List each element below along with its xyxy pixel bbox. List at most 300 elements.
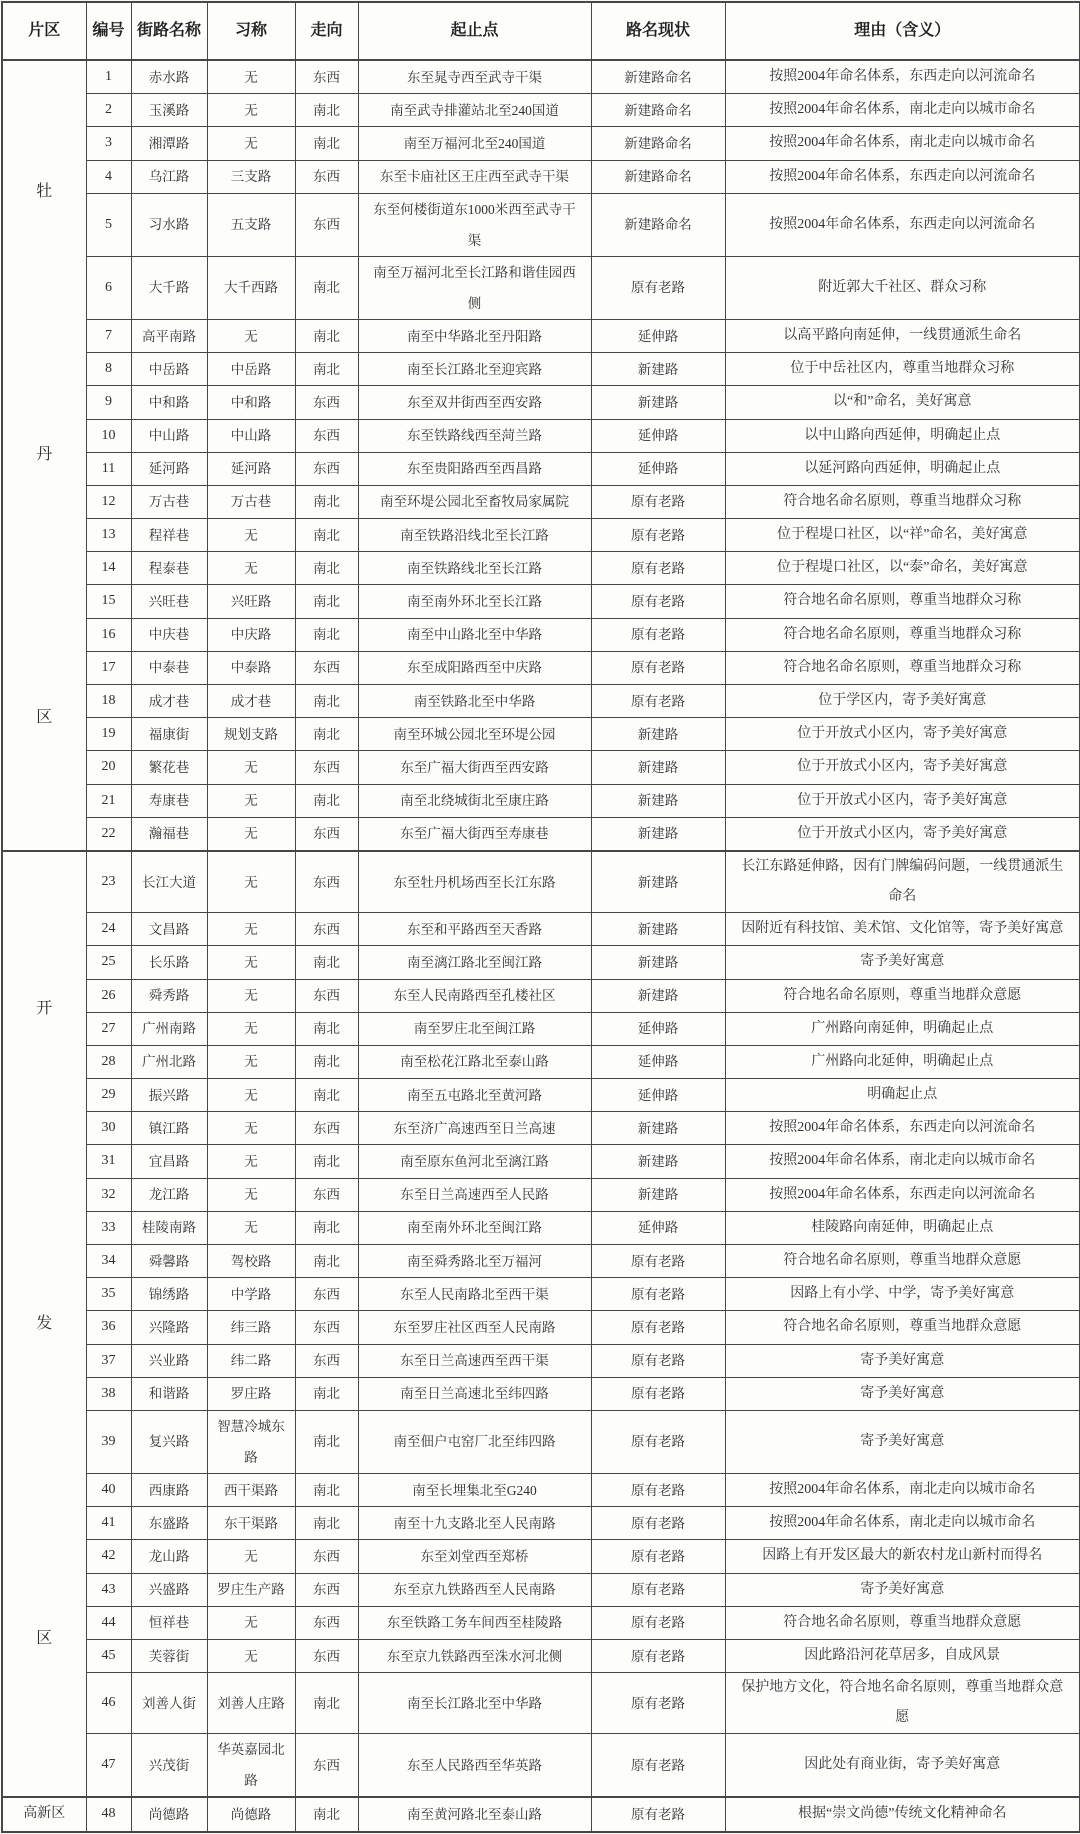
table-row bbox=[2, 127, 1080, 160]
cell-reason: 位于开放式小区内，寄予美好寓意 bbox=[725, 718, 1080, 751]
cell-status: 延伸路 bbox=[591, 1045, 725, 1078]
cell-status: 新建路命名 bbox=[591, 127, 725, 160]
cell-direction: 南北 bbox=[295, 1673, 358, 1734]
cell-status: 原有老路 bbox=[591, 256, 725, 319]
cell-extent: 东至日兰高速西至人民路 bbox=[358, 1178, 591, 1211]
cell-road-name: 习水路 bbox=[131, 193, 207, 256]
table-row bbox=[2, 1540, 1080, 1573]
cell-road-name: 兴盛路 bbox=[131, 1573, 207, 1606]
cell-status: 新建路 bbox=[591, 386, 725, 419]
cell-direction: 东西 bbox=[295, 817, 358, 851]
cell-reason: 以中山路向西延伸，明确起止点 bbox=[725, 419, 1080, 452]
cell-direction: 东西 bbox=[295, 1639, 358, 1672]
cell-reason: 桂陵路向南延伸，明确起止点 bbox=[725, 1211, 1080, 1244]
cell-status: 新建路 bbox=[591, 1145, 725, 1178]
table-row bbox=[2, 386, 1080, 419]
cell-alias: 无 bbox=[207, 1145, 295, 1178]
cell-road-name: 兴隆路 bbox=[131, 1311, 207, 1344]
cell-extent: 东至成阳路西至中庆路 bbox=[358, 651, 591, 684]
table-row bbox=[2, 256, 1080, 319]
cell-road-name: 和谐路 bbox=[131, 1377, 207, 1410]
cell-extent: 南至日兰高速北至纬四路 bbox=[358, 1377, 591, 1410]
cell-alias: 中和路 bbox=[207, 386, 295, 419]
cell-status: 原有老路 bbox=[591, 1474, 725, 1507]
cell-extent: 南至北绕城街北至康庄路 bbox=[358, 784, 591, 817]
cell-status: 原有老路 bbox=[591, 1639, 725, 1672]
cell-status: 延伸路 bbox=[591, 1211, 725, 1244]
cell-alias: 中泰路 bbox=[207, 651, 295, 684]
cell-status: 原有老路 bbox=[591, 651, 725, 684]
cell-serial: 36 bbox=[86, 1311, 131, 1344]
cell-direction: 东西 bbox=[295, 851, 358, 913]
cell-alias: 无 bbox=[207, 552, 295, 585]
table-row bbox=[2, 452, 1080, 485]
cell-serial: 14 bbox=[86, 552, 131, 585]
district-label bbox=[3, 61, 86, 850]
cell-reason: 位于程堤口社区，以“泰”命名，美好寓意 bbox=[725, 552, 1080, 585]
cell-reason: 按照2004年命名体系，南北走向以城市命名 bbox=[725, 1145, 1080, 1178]
cell-serial: 46 bbox=[86, 1673, 131, 1734]
cell-reason: 按照2004年命名体系，南北走向以城市命名 bbox=[725, 1507, 1080, 1540]
cell-direction: 南北 bbox=[295, 1145, 358, 1178]
cell-direction: 东西 bbox=[295, 1734, 358, 1798]
cell-reason: 符合地名命名原则，尊重当地群众习称 bbox=[725, 585, 1080, 618]
cell-road-name: 龙山路 bbox=[131, 1540, 207, 1573]
table-row bbox=[2, 1344, 1080, 1377]
cell-reason: 位于开放式小区内，寄予美好寓意 bbox=[725, 751, 1080, 784]
cell-reason: 寄予美好寓意 bbox=[725, 1344, 1080, 1377]
cell-reason: 位于程堤口社区，以“祥”命名，美好寓意 bbox=[725, 519, 1080, 552]
cell-alias: 无 bbox=[207, 1540, 295, 1573]
table-row bbox=[2, 1474, 1080, 1507]
cell-serial: 3 bbox=[86, 127, 131, 160]
cell-alias: 刘善人庄路 bbox=[207, 1673, 295, 1734]
table-row bbox=[2, 1178, 1080, 1211]
cell-extent: 南至长埋集北至G240 bbox=[358, 1474, 591, 1507]
cell-status: 新建路命名 bbox=[591, 60, 725, 94]
cell-extent: 东至刘堂西至郑桥 bbox=[358, 1540, 591, 1573]
column-header-direction: 走向 bbox=[295, 2, 358, 60]
cell-status: 延伸路 bbox=[591, 452, 725, 485]
district-label-char: 区 bbox=[36, 1629, 53, 1647]
cell-road-name: 尚德路 bbox=[131, 1797, 207, 1831]
cell-extent: 东至双井街西至西安路 bbox=[358, 386, 591, 419]
cell-extent: 南至武寺排灌站北至240国道 bbox=[358, 94, 591, 127]
cell-direction: 东西 bbox=[295, 1540, 358, 1573]
table-row bbox=[2, 1673, 1080, 1734]
cell-road-name: 刘善人街 bbox=[131, 1673, 207, 1734]
cell-road-name: 高平南路 bbox=[131, 319, 207, 352]
cell-serial: 5 bbox=[86, 193, 131, 256]
cell-direction: 东西 bbox=[295, 419, 358, 452]
cell-reason: 附近郭大千社区、群众习称 bbox=[725, 256, 1080, 319]
cell-reason: 寄予美好寓意 bbox=[725, 1410, 1080, 1473]
table-body bbox=[2, 60, 1080, 1832]
cell-alias: 规划支路 bbox=[207, 718, 295, 751]
cell-road-name: 寿康巷 bbox=[131, 784, 207, 817]
cell-reason: 符合地名命名原则，尊重当地群众习称 bbox=[725, 618, 1080, 651]
table-row bbox=[2, 946, 1080, 979]
cell-status: 原有老路 bbox=[591, 519, 725, 552]
cell-extent: 南至佃户屯窑厂北至纬四路 bbox=[358, 1410, 591, 1473]
cell-serial: 12 bbox=[86, 485, 131, 518]
cell-alias: 成才巷 bbox=[207, 685, 295, 718]
cell-extent: 南至铁路线北至长江路 bbox=[358, 552, 591, 585]
cell-alias: 万古巷 bbox=[207, 485, 295, 518]
cell-direction: 南北 bbox=[295, 618, 358, 651]
cell-status: 原有老路 bbox=[591, 1410, 725, 1473]
cell-alias: 中庆路 bbox=[207, 618, 295, 651]
table-row bbox=[2, 1573, 1080, 1606]
cell-road-name: 万古巷 bbox=[131, 485, 207, 518]
cell-serial: 1 bbox=[86, 60, 131, 94]
cell-direction: 东西 bbox=[295, 913, 358, 946]
cell-serial: 43 bbox=[86, 1573, 131, 1606]
table-row bbox=[2, 485, 1080, 518]
cell-alias: 无 bbox=[207, 60, 295, 94]
cell-status: 新建路 bbox=[591, 353, 725, 386]
cell-alias: 尚德路 bbox=[207, 1797, 295, 1831]
cell-status: 原有老路 bbox=[591, 552, 725, 585]
cell-serial: 30 bbox=[86, 1112, 131, 1145]
cell-alias: 西干渠路 bbox=[207, 1474, 295, 1507]
cell-road-name: 锦绣路 bbox=[131, 1278, 207, 1311]
table-row bbox=[2, 193, 1080, 256]
cell-status: 原有老路 bbox=[591, 1311, 725, 1344]
cell-reason: 以延河路向西延伸，明确起止点 bbox=[725, 452, 1080, 485]
cell-serial: 4 bbox=[86, 160, 131, 193]
cell-alias: 三支路 bbox=[207, 160, 295, 193]
cell-extent: 南至长江路北至迎宾路 bbox=[358, 353, 591, 386]
cell-extent: 东至何楼街道东1000米西至武寺干渠 bbox=[358, 193, 591, 256]
cell-status: 新建路 bbox=[591, 1178, 725, 1211]
cell-extent: 南至十九支路北至人民南路 bbox=[358, 1507, 591, 1540]
cell-serial: 37 bbox=[86, 1344, 131, 1377]
cell-serial: 23 bbox=[86, 851, 131, 913]
cell-direction: 南北 bbox=[295, 552, 358, 585]
cell-direction: 东西 bbox=[295, 193, 358, 256]
cell-serial: 39 bbox=[86, 1410, 131, 1473]
cell-road-name: 福康街 bbox=[131, 718, 207, 751]
cell-status: 新建路 bbox=[591, 784, 725, 817]
cell-reason: 按照2004年命名体系，东西走向以河流命名 bbox=[725, 160, 1080, 193]
cell-direction: 东西 bbox=[295, 1573, 358, 1606]
cell-reason: 位于开放式小区内，寄予美好寓意 bbox=[725, 817, 1080, 851]
table-row bbox=[2, 1045, 1080, 1078]
cell-extent: 东至牡丹机场西至长江东路 bbox=[358, 851, 591, 913]
cell-road-name: 中和路 bbox=[131, 386, 207, 419]
table-row bbox=[2, 1278, 1080, 1311]
cell-reason: 寄予美好寓意 bbox=[725, 1377, 1080, 1410]
cell-extent: 东至罗庄社区西至人民南路 bbox=[358, 1311, 591, 1344]
district-label-char: 开 bbox=[36, 999, 53, 1017]
cell-status: 新建路 bbox=[591, 817, 725, 851]
cell-extent: 东至济广高速西至日兰高速 bbox=[358, 1112, 591, 1145]
cell-serial: 13 bbox=[86, 519, 131, 552]
table-row bbox=[2, 1079, 1080, 1112]
cell-extent: 东至京九铁路西至洙水河北侧 bbox=[358, 1639, 591, 1672]
cell-road-name: 镇江路 bbox=[131, 1112, 207, 1145]
table-row bbox=[2, 60, 1080, 94]
cell-serial: 6 bbox=[86, 256, 131, 319]
cell-serial: 11 bbox=[86, 452, 131, 485]
cell-alias: 无 bbox=[207, 913, 295, 946]
cell-serial: 15 bbox=[86, 585, 131, 618]
table-row bbox=[2, 585, 1080, 618]
cell-serial: 48 bbox=[86, 1797, 131, 1831]
cell-direction: 东西 bbox=[295, 651, 358, 684]
cell-alias: 延河路 bbox=[207, 452, 295, 485]
cell-direction: 东西 bbox=[295, 1311, 358, 1344]
cell-extent: 南至原东鱼河北至漓江路 bbox=[358, 1145, 591, 1178]
table-row bbox=[2, 1797, 1080, 1831]
cell-direction: 东西 bbox=[295, 386, 358, 419]
cell-direction: 南北 bbox=[295, 1410, 358, 1473]
cell-serial: 28 bbox=[86, 1045, 131, 1078]
cell-alias: 无 bbox=[207, 1606, 295, 1639]
cell-alias: 中岳路 bbox=[207, 353, 295, 386]
cell-road-name: 舜馨路 bbox=[131, 1245, 207, 1278]
cell-reason: 符合地名命名原则，尊重当地群众意愿 bbox=[725, 1311, 1080, 1344]
cell-direction: 东西 bbox=[295, 1344, 358, 1377]
cell-serial: 47 bbox=[86, 1734, 131, 1798]
cell-status: 新建路命名 bbox=[591, 193, 725, 256]
cell-reason: 因路上有开发区最大的新农村龙山新村而得名 bbox=[725, 1540, 1080, 1573]
cell-road-name: 中岳路 bbox=[131, 353, 207, 386]
table-row bbox=[2, 1377, 1080, 1410]
cell-road-name: 兴业路 bbox=[131, 1344, 207, 1377]
cell-road-name: 恒祥巷 bbox=[131, 1606, 207, 1639]
cell-direction: 南北 bbox=[295, 1045, 358, 1078]
cell-reason: 按照2004年命名体系，东西走向以河流命名 bbox=[725, 1112, 1080, 1145]
cell-road-name: 中庆巷 bbox=[131, 618, 207, 651]
cell-reason: 按照2004年命名体系，南北走向以城市命名 bbox=[725, 94, 1080, 127]
cell-alias: 东干渠路 bbox=[207, 1507, 295, 1540]
district-cell bbox=[2, 60, 86, 851]
cell-status: 原有老路 bbox=[591, 1377, 725, 1410]
table-row bbox=[2, 1507, 1080, 1540]
cell-reason: 按照2004年命名体系，南北走向以城市命名 bbox=[725, 1474, 1080, 1507]
cell-reason: 符合地名命名原则，尊重当地群众意愿 bbox=[725, 979, 1080, 1012]
cell-extent: 南至铁路北至中华路 bbox=[358, 685, 591, 718]
cell-alias: 罗庄路 bbox=[207, 1377, 295, 1410]
cell-road-name: 湘潭路 bbox=[131, 127, 207, 160]
cell-status: 新建路 bbox=[591, 1112, 725, 1145]
district-cell bbox=[2, 851, 86, 1798]
cell-alias: 无 bbox=[207, 127, 295, 160]
table-row bbox=[2, 1012, 1080, 1045]
cell-extent: 南至环堤公园北至畜牧局家属院 bbox=[358, 485, 591, 518]
cell-alias: 大千西路 bbox=[207, 256, 295, 319]
cell-extent: 东至京九铁路西至人民南路 bbox=[358, 1573, 591, 1606]
cell-reason: 按照2004年命名体系，南北走向以城市命名 bbox=[725, 127, 1080, 160]
cell-alias: 无 bbox=[207, 946, 295, 979]
column-header-alias: 习称 bbox=[207, 2, 295, 60]
cell-extent: 东至铁路工务车间西至桂陵路 bbox=[358, 1606, 591, 1639]
cell-serial: 18 bbox=[86, 685, 131, 718]
cell-road-name: 长江大道 bbox=[131, 851, 207, 913]
table-row bbox=[2, 319, 1080, 352]
cell-alias: 无 bbox=[207, 1211, 295, 1244]
cell-direction: 南北 bbox=[295, 1507, 358, 1540]
cell-alias: 无 bbox=[207, 817, 295, 851]
cell-reason: 明确起止点 bbox=[725, 1079, 1080, 1112]
cell-alias: 无 bbox=[207, 751, 295, 784]
cell-status: 延伸路 bbox=[591, 319, 725, 352]
cell-extent: 南至罗庄北至闽江路 bbox=[358, 1012, 591, 1045]
cell-status: 延伸路 bbox=[591, 1079, 725, 1112]
cell-direction: 东西 bbox=[295, 1178, 358, 1211]
cell-serial: 21 bbox=[86, 784, 131, 817]
cell-serial: 29 bbox=[86, 1079, 131, 1112]
cell-extent: 东至广福大街西至寿康巷 bbox=[358, 817, 591, 851]
cell-extent: 东至铁路线西至菏兰路 bbox=[358, 419, 591, 452]
cell-serial: 19 bbox=[86, 718, 131, 751]
cell-serial: 22 bbox=[86, 817, 131, 851]
cell-road-name: 芙蓉街 bbox=[131, 1639, 207, 1672]
cell-alias: 无 bbox=[207, 1079, 295, 1112]
cell-alias: 兴旺路 bbox=[207, 585, 295, 618]
cell-alias: 无 bbox=[207, 784, 295, 817]
cell-status: 新建路 bbox=[591, 979, 725, 1012]
cell-road-name: 广州北路 bbox=[131, 1045, 207, 1078]
cell-serial: 26 bbox=[86, 979, 131, 1012]
cell-extent: 东至贵阳路西至西昌路 bbox=[358, 452, 591, 485]
table-row bbox=[2, 817, 1080, 851]
cell-extent: 东至人民路西至华英路 bbox=[358, 1734, 591, 1798]
cell-road-name: 程泰巷 bbox=[131, 552, 207, 585]
cell-alias: 纬二路 bbox=[207, 1344, 295, 1377]
cell-reason: 符合地名命名原则，尊重当地群众意愿 bbox=[725, 1606, 1080, 1639]
cell-extent: 南至环城公园北至环堤公园 bbox=[358, 718, 591, 751]
cell-status: 原有老路 bbox=[591, 1507, 725, 1540]
cell-alias: 无 bbox=[207, 1639, 295, 1672]
cell-road-name: 中山路 bbox=[131, 419, 207, 452]
column-header-reason: 理由（含义） bbox=[725, 2, 1080, 60]
cell-alias: 无 bbox=[207, 979, 295, 1012]
cell-serial: 7 bbox=[86, 319, 131, 352]
cell-serial: 8 bbox=[86, 353, 131, 386]
cell-extent: 南至万福河北至长江路和谐佳园西侧 bbox=[358, 256, 591, 319]
cell-road-name: 舜秀路 bbox=[131, 979, 207, 1012]
cell-direction: 南北 bbox=[295, 585, 358, 618]
cell-status: 延伸路 bbox=[591, 419, 725, 452]
cell-road-name: 玉溪路 bbox=[131, 94, 207, 127]
table-row bbox=[2, 618, 1080, 651]
table-row bbox=[2, 1245, 1080, 1278]
cell-alias: 罗庄生产路 bbox=[207, 1573, 295, 1606]
cell-serial: 16 bbox=[86, 618, 131, 651]
district-label bbox=[3, 852, 86, 1797]
cell-road-name: 兴茂街 bbox=[131, 1734, 207, 1798]
cell-direction: 南北 bbox=[295, 1211, 358, 1244]
cell-extent: 东至人民南路北至西干渠 bbox=[358, 1278, 591, 1311]
table-row bbox=[2, 1639, 1080, 1672]
cell-status: 原有老路 bbox=[591, 585, 725, 618]
cell-alias: 智慧冷城东路 bbox=[207, 1410, 295, 1473]
cell-serial: 42 bbox=[86, 1540, 131, 1573]
cell-reason: 符合地名命名原则，尊重当地群众习称 bbox=[725, 485, 1080, 518]
cell-extent: 南至万福河北至240国道 bbox=[358, 127, 591, 160]
cell-direction: 南北 bbox=[295, 1797, 358, 1831]
column-header-extent: 起止点 bbox=[358, 2, 591, 60]
cell-road-name: 赤水路 bbox=[131, 60, 207, 94]
cell-status: 新建路 bbox=[591, 851, 725, 913]
cell-extent: 南至黄河路北至泰山路 bbox=[358, 1797, 591, 1831]
table-row bbox=[2, 1410, 1080, 1473]
cell-reason: 位于开放式小区内，寄予美好寓意 bbox=[725, 784, 1080, 817]
cell-status: 原有老路 bbox=[591, 618, 725, 651]
cell-extent: 南至松花江路北至泰山路 bbox=[358, 1045, 591, 1078]
cell-direction: 南北 bbox=[295, 1079, 358, 1112]
column-header-serial: 编号 bbox=[86, 2, 131, 60]
cell-extent: 南至南外环北至长江路 bbox=[358, 585, 591, 618]
cell-status: 原有老路 bbox=[591, 1344, 725, 1377]
cell-status: 原有老路 bbox=[591, 1734, 725, 1798]
cell-road-name: 东盛路 bbox=[131, 1507, 207, 1540]
cell-serial: 41 bbox=[86, 1507, 131, 1540]
cell-serial: 10 bbox=[86, 419, 131, 452]
cell-extent: 南至铁路沿线北至长江路 bbox=[358, 519, 591, 552]
cell-reason: 根据“崇文尚德”传统文化精神命名 bbox=[725, 1797, 1080, 1831]
table-row bbox=[2, 1734, 1080, 1798]
cell-serial: 24 bbox=[86, 913, 131, 946]
cell-status: 延伸路 bbox=[591, 1012, 725, 1045]
cell-extent: 东至卡庙社区王庄西至武寺干渠 bbox=[358, 160, 591, 193]
cell-direction: 南北 bbox=[295, 685, 358, 718]
cell-status: 原有老路 bbox=[591, 1573, 725, 1606]
cell-direction: 南北 bbox=[295, 353, 358, 386]
cell-direction: 东西 bbox=[295, 751, 358, 784]
cell-road-name: 振兴路 bbox=[131, 1079, 207, 1112]
cell-reason: 位于学区内，寄予美好寓意 bbox=[725, 685, 1080, 718]
table-row bbox=[2, 751, 1080, 784]
cell-serial: 34 bbox=[86, 1245, 131, 1278]
cell-road-name: 桂陵南路 bbox=[131, 1211, 207, 1244]
cell-alias: 驾校路 bbox=[207, 1245, 295, 1278]
cell-road-name: 龙江路 bbox=[131, 1178, 207, 1211]
cell-alias: 五支路 bbox=[207, 193, 295, 256]
cell-serial: 40 bbox=[86, 1474, 131, 1507]
cell-serial: 35 bbox=[86, 1278, 131, 1311]
cell-reason: 广州路向北延伸，明确起止点 bbox=[725, 1045, 1080, 1078]
cell-reason: 位于中岳社区内，尊重当地群众习称 bbox=[725, 353, 1080, 386]
road-naming-table bbox=[1, 1, 1080, 1833]
table-row bbox=[2, 651, 1080, 684]
cell-status: 原有老路 bbox=[591, 1606, 725, 1639]
cell-direction: 东西 bbox=[295, 1278, 358, 1311]
cell-serial: 44 bbox=[86, 1606, 131, 1639]
cell-serial: 27 bbox=[86, 1012, 131, 1045]
cell-reason: 按照2004年命名体系，东西走向以河流命名 bbox=[725, 193, 1080, 256]
cell-serial: 2 bbox=[86, 94, 131, 127]
cell-serial: 45 bbox=[86, 1639, 131, 1672]
cell-direction: 南北 bbox=[295, 718, 358, 751]
cell-reason: 寄予美好寓意 bbox=[725, 946, 1080, 979]
cell-alias: 无 bbox=[207, 1045, 295, 1078]
cell-reason: 按照2004年命名体系，东西走向以河流命名 bbox=[725, 1178, 1080, 1211]
cell-direction: 东西 bbox=[295, 160, 358, 193]
cell-direction: 东西 bbox=[295, 452, 358, 485]
cell-direction: 南北 bbox=[295, 519, 358, 552]
cell-status: 新建路 bbox=[591, 946, 725, 979]
cell-extent: 东至晁寺西至武寺干渠 bbox=[358, 60, 591, 94]
district-label-char: 丹 bbox=[36, 446, 53, 464]
cell-status: 新建路命名 bbox=[591, 160, 725, 193]
cell-status: 新建路 bbox=[591, 718, 725, 751]
cell-road-name: 长乐路 bbox=[131, 946, 207, 979]
table-row bbox=[2, 718, 1080, 751]
